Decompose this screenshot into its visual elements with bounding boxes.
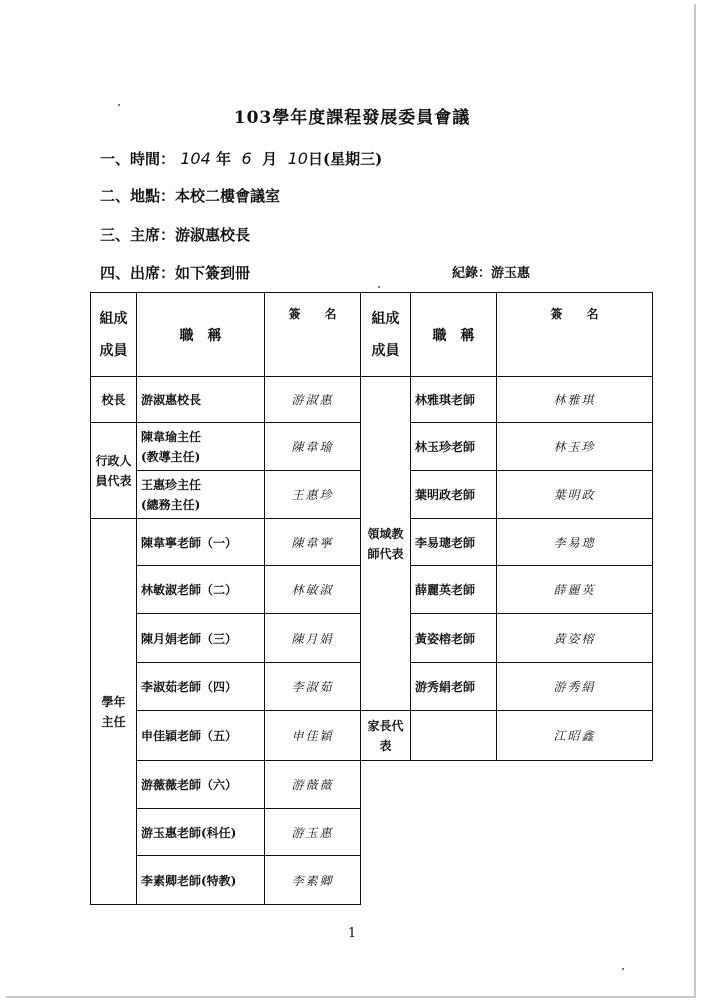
title-cell: 林雅琪老師 [411,377,497,423]
page-number: 1 [347,926,357,941]
title-cell: 陳韋瑜主任 (教導主任) [137,423,265,471]
meeting-place: 二、地點：本校二樓會議室 [100,187,281,205]
time-month: 6 [241,149,252,168]
signature-cell: 薛麗英 [497,566,653,614]
group-principal: 校長 [91,377,137,423]
signature-cell: 陳韋瑜 [265,423,361,471]
scan-speck [118,104,120,106]
header-title: 職 稱 [137,293,265,377]
signature-cell: 李淑茹 [265,663,361,711]
title-cell: 黃姿榕老師 [411,614,497,663]
title-cell: 林玉珍老師 [411,423,497,471]
table-row [91,761,653,809]
time-day-unit: 日(星期三) [307,150,383,168]
signature-cell: 游秀絹 [497,663,653,711]
document-title: 103學年度課程發展委員會議 [233,108,471,128]
attendance-sign-table [90,292,653,905]
title-cell: 李淑茹老師（四） [137,663,265,711]
title-cell: 薛麗英老師 [411,566,497,614]
scan-speck [622,968,624,970]
group-domain-teachers: 領域教師代表 [361,377,411,711]
signature-cell: 王惠珍 [265,471,361,519]
blank-area [361,761,653,905]
title-cell: 葉明政老師 [411,471,497,519]
title-cell: 李易璁老師 [411,519,497,566]
signature-cell: 黃姿榕 [497,614,653,663]
signature-cell: 林敏淑 [265,566,361,614]
title-cell [411,711,497,761]
time-year: 104 [180,149,211,168]
scan-speck [378,286,380,288]
meeting-recorder: 紀錄：游玉惠 [452,266,531,281]
signature-cell: 游薇薇 [265,761,361,809]
title-cell: 游薇薇老師（六） [137,761,265,809]
group-parent-representative: 家長代表 [361,711,411,761]
signature-cell: 申佳穎 [265,711,361,761]
time-year-unit: 年 [216,150,232,168]
title-cell: 游淑惠校長 [137,377,265,423]
time-month-unit: 月 [262,150,278,168]
title-cell: 陳韋寧老師（一） [137,519,265,566]
title-cell: 游秀絹老師 [411,663,497,711]
signature-cell: 陳韋寧 [265,519,361,566]
signature-cell: 李素卿 [265,856,361,905]
signature-cell: 游玉惠 [265,809,361,856]
title-cell: 王惠珍主任 (總務主任) [137,471,265,519]
signature-cell: 李易璁 [497,519,653,566]
table-row [91,711,653,761]
signature-cell: 林雅琪 [497,377,653,423]
title-cell: 申佳穎老師（五） [137,711,265,761]
meeting-time-line [100,148,382,169]
header-title-2: 職 稱 [411,293,497,377]
signature-cell: 葉明政 [497,471,653,519]
group-grade-leaders: 學年主任 [91,519,137,905]
header-group-2: 組成成員 [361,293,411,377]
signature-cell: 陳月娟 [265,614,361,663]
table-row [91,377,653,423]
group-admin-representatives: 行政人員代表 [91,423,137,519]
signature-cell: 林玉珍 [497,423,653,471]
title-cell: 陳月娟老師（三） [137,614,265,663]
title-cell: 游玉惠老師(科任) [137,809,265,856]
header-group: 組成成員 [91,293,137,377]
meeting-chair: 三、主席：游淑惠校長 [100,226,251,244]
header-signature-2: 簽 名 [497,293,653,377]
title-cell: 林敏淑老師（二） [137,566,265,614]
meeting-attendees: 四、出席：如下簽到冊 [100,264,251,282]
signature-cell: 江昭鑫 [497,711,653,761]
signature-cell: 游淑惠 [265,377,361,423]
title-cell: 李素卿老師(特教) [137,856,265,905]
table-header-row [91,293,653,377]
time-day: 10 [287,149,308,168]
time-label: 一、時間： [100,150,176,168]
header-signature: 簽 名 [265,293,361,377]
